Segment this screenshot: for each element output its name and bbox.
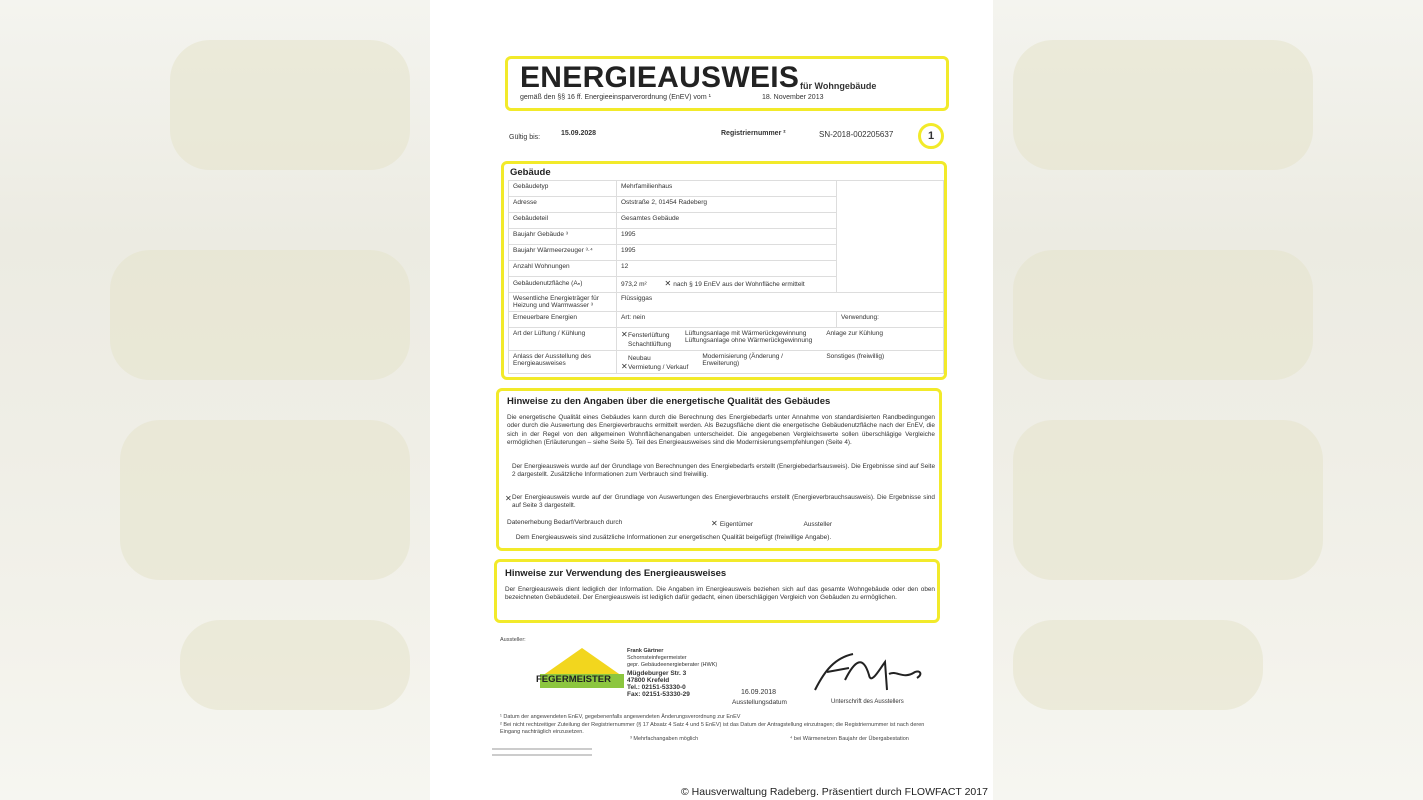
table-row	[509, 312, 944, 328]
row-label: Adresse	[509, 197, 617, 213]
row-value: 12	[617, 261, 837, 277]
table-row	[509, 181, 944, 197]
row-label: Baujahr Wärmeerzeuger ³·⁴	[509, 245, 617, 261]
row-label: Anlass der Ausstellung des Energieausweises	[509, 351, 617, 374]
issue-date: 16.09.2018	[741, 689, 777, 696]
option-demand-row	[505, 463, 935, 480]
empty-box-icon	[621, 339, 628, 348]
blur-blob	[1013, 420, 1323, 580]
checked-box-icon: ✕	[621, 330, 628, 339]
row-value: Mehrfamilienhaus	[617, 181, 837, 197]
blur-blob	[120, 420, 410, 580]
valid-until-label: Gültig bis:	[509, 134, 541, 141]
option-label: Schachtlüftung	[628, 341, 672, 348]
occasion-options	[617, 351, 944, 374]
logo-text: FEGERMEISTER	[536, 674, 611, 685]
signature-label: Unterschrift des Ausstellers	[831, 699, 904, 705]
row-value: 1995	[617, 229, 837, 245]
footnote-2: ² Bei nicht rechtzeitiger Zuteilung der Registriernummer (§ 17 Absatz 4 Satz 4 und 5 EnEV) ist das Datum der Antragstellung einzutragen; die Registriernummer ist nach deren Eingang nachträglich einzusetzen.	[500, 722, 925, 735]
table-row	[509, 328, 944, 351]
row-value: Flüssiggas	[617, 293, 944, 312]
blur-blob	[1013, 40, 1313, 170]
photo-placeholder	[837, 181, 944, 293]
option-label: Fensterlüftung	[628, 332, 670, 339]
footnote-4: ⁴ bei Wärmenetzen Baujahr der Übergabestation	[790, 736, 909, 742]
option-label: Lüftungsanlage ohne Wärmerückgewinnung	[685, 337, 813, 344]
issuer-line3: gepr. Gebäudeenergieberater (HWK)	[627, 662, 718, 669]
empty-box-icon	[507, 532, 514, 541]
building-section-title: Gebäude	[510, 167, 551, 178]
background-blur-right	[993, 0, 1423, 800]
empty-box-icon	[795, 519, 802, 528]
quality-intro: Die energetische Qualität eines Gebäudes kann durch die Berechnung des Energiebedarfs unter Annahme von standardisierten Randbedingungen oder durch die Auswertung des Energieverbrauchs ermittelt werden. Als Bezugsfläche dient die energetische Gebäudenutzfläche nach der EnEV, die sich in der Regel von den allgemeinen Wohnflächenangaben unterscheidet. Die angegebenen Vergleichswerte sollen überschlägige Vergleiche ermöglichen (Erläuterungen – siehe Seite 5). Teil des Energieausweises sind die Modernisierungsempfehlungen (Seite 4).	[507, 414, 935, 447]
row-value: 1995	[617, 245, 837, 261]
row-value	[617, 277, 837, 293]
option-label: Sonstiges (freiwillig)	[826, 353, 885, 360]
issuer-name: Frank Gärtner	[627, 648, 664, 654]
row-value: Oststraße 2, 01454 Radeberg	[617, 197, 837, 213]
blur-blob	[170, 40, 410, 170]
registration-number: SN-2018-002205637	[819, 130, 894, 139]
row-value	[617, 312, 837, 328]
row-label: Art der Lüftung / Kühlung	[509, 328, 617, 351]
certificate-title: ENERGIEAUSWEIS	[520, 61, 800, 94]
copyright-notice: © Hausverwaltung Radeberg. Präsentiert durch FLOWFACT 2017	[681, 786, 988, 798]
option-label: Neubau	[628, 355, 651, 362]
empty-box-icon	[621, 353, 628, 362]
usage-section-title: Hinweise zur Verwendung des Energieausweises	[505, 568, 727, 579]
issuer-option	[795, 519, 832, 528]
option-label: Anlage zur Kühlung	[826, 330, 883, 337]
issuer-fax: Fax: 02151-53330-29	[627, 691, 690, 699]
enev-date: 18. November 2013	[762, 94, 824, 101]
owner-label: Eigentümer	[719, 521, 754, 528]
renewable-art-label: Art:	[621, 314, 632, 321]
footnote-1: ¹ Datum der angewendeten EnEV, gegebenenfalls angewendeten Änderungsverordnung zur EnEV	[500, 714, 741, 720]
divider	[492, 754, 592, 756]
quality-section-title: Hinweise zu den Angaben über die energetische Qualität des Gebäudes	[507, 396, 831, 407]
option-label: Lüftungsanlage mit Wärmerückgewinnung	[685, 330, 807, 337]
checked-box-icon: ✕	[505, 494, 512, 503]
issuer-label: Aussteller	[803, 521, 832, 528]
issuer-label: Aussteller:	[500, 637, 526, 643]
quality-section	[496, 388, 942, 551]
usage-text: Der Energieausweis dient lediglich der Information. Die Angaben im Energieausweis beziehen sich auf das gesamte Wohngebäude oder den oben bezeichneten Gebäudeteil. Der Energieausweis ist lediglich dafür gedacht, einen überschlägigen Vergleich von Gebäuden zu ermöglichen.	[505, 586, 935, 602]
blur-blob	[1013, 250, 1313, 380]
area-value: 973,2 m²	[621, 281, 647, 288]
building-section	[501, 161, 947, 380]
row-label: Gebäudetyp	[509, 181, 617, 197]
owner-option	[711, 519, 753, 528]
fegermeister-logo-icon	[542, 648, 622, 676]
signature-icon	[805, 640, 930, 700]
option-label: Modernisierung (Änderung / Erweiterung)	[702, 353, 783, 367]
row-value: Gesamtes Gebäude	[617, 213, 837, 229]
registration-label: Registriernummer ²	[721, 130, 786, 137]
checked-box-icon: ✕	[621, 362, 628, 371]
checked-box-icon: ✕	[711, 519, 718, 528]
issuer-city: 47800 Krefeld	[627, 676, 670, 684]
building-table	[508, 180, 944, 374]
issuer-street: Mügdeburger Str. 3	[627, 669, 687, 677]
table-row	[509, 351, 944, 374]
renewable-use-label: Verwendung:	[837, 312, 944, 328]
empty-box-icon	[505, 463, 512, 480]
blur-blob	[110, 250, 410, 380]
issuer-tel: Tel.: 02151-53330-0	[627, 684, 686, 692]
blur-blob	[180, 620, 410, 710]
issuer-line2: Schornsteinfegermeister	[627, 655, 687, 662]
row-label: Gebäudenutzfläche (Aₙ)	[509, 277, 617, 293]
row-label: Anzahl Wohnungen	[509, 261, 617, 277]
background-blur-left	[0, 0, 430, 800]
renewable-value: nein	[632, 314, 646, 321]
option-demand-text: Der Energieausweis wurde auf der Grundlage von Berechnungen des Energiebedarfs erstellt (Energiebedarfsausweis). Die Ergebnisse sind auf Seite 2 dargestellt. Zusätzliche Informationen zum Verbrauch sind freiwillig.	[512, 463, 935, 479]
valid-until-date: 15.09.2028	[561, 130, 597, 137]
footnote-3: ³ Mehrfachangaben möglich	[630, 736, 699, 742]
ventilation-options	[617, 328, 944, 351]
option-consumption-text: Der Energieausweis wurde auf der Grundlage von Auswertungen des Energieverbrauchs erstellt (Energieverbrauchsausweis). Die Ergebnisse sind auf Seite 3 dargestellt.	[512, 494, 935, 510]
additional-info-text: Dem Energieausweis sind zusätzliche Informationen zur energetischen Qualität beigefügt (freiwillige Angabe).	[515, 534, 832, 541]
table-row	[509, 293, 944, 312]
area-note: nach § 19 EnEV aus der Wohnfläche ermittelt	[673, 281, 805, 288]
row-label: Gebäudeteil	[509, 213, 617, 229]
header-box	[505, 56, 949, 111]
issue-date-label: Ausstellungsdatum	[732, 699, 787, 706]
option-consumption-row	[505, 494, 935, 511]
checked-box-icon: ✕	[664, 279, 672, 288]
issuer-address	[627, 648, 717, 698]
certificate-subtitle: für Wohngebäude	[800, 81, 877, 91]
blur-blob	[1013, 620, 1263, 710]
additional-info-row	[507, 532, 831, 541]
legal-basis: gemäß den §§ 16 ff. Energieeinsparverordnung (EnEV) vom ¹	[520, 94, 711, 101]
row-label: Erneuerbare Energien	[509, 312, 617, 328]
row-label: Wesentliche Energieträger für Heizung und Warmwasser ³	[509, 293, 617, 312]
option-label: Vermietung / Verkauf	[628, 364, 689, 371]
energy-certificate-page	[430, 0, 993, 800]
usage-section	[494, 559, 940, 623]
data-collection-label: Datenerhebung Bedarf/Verbrauch durch	[507, 519, 623, 526]
divider	[492, 748, 592, 750]
row-label: Baujahr Gebäude ³	[509, 229, 617, 245]
page-number-badge: 1	[918, 123, 944, 149]
